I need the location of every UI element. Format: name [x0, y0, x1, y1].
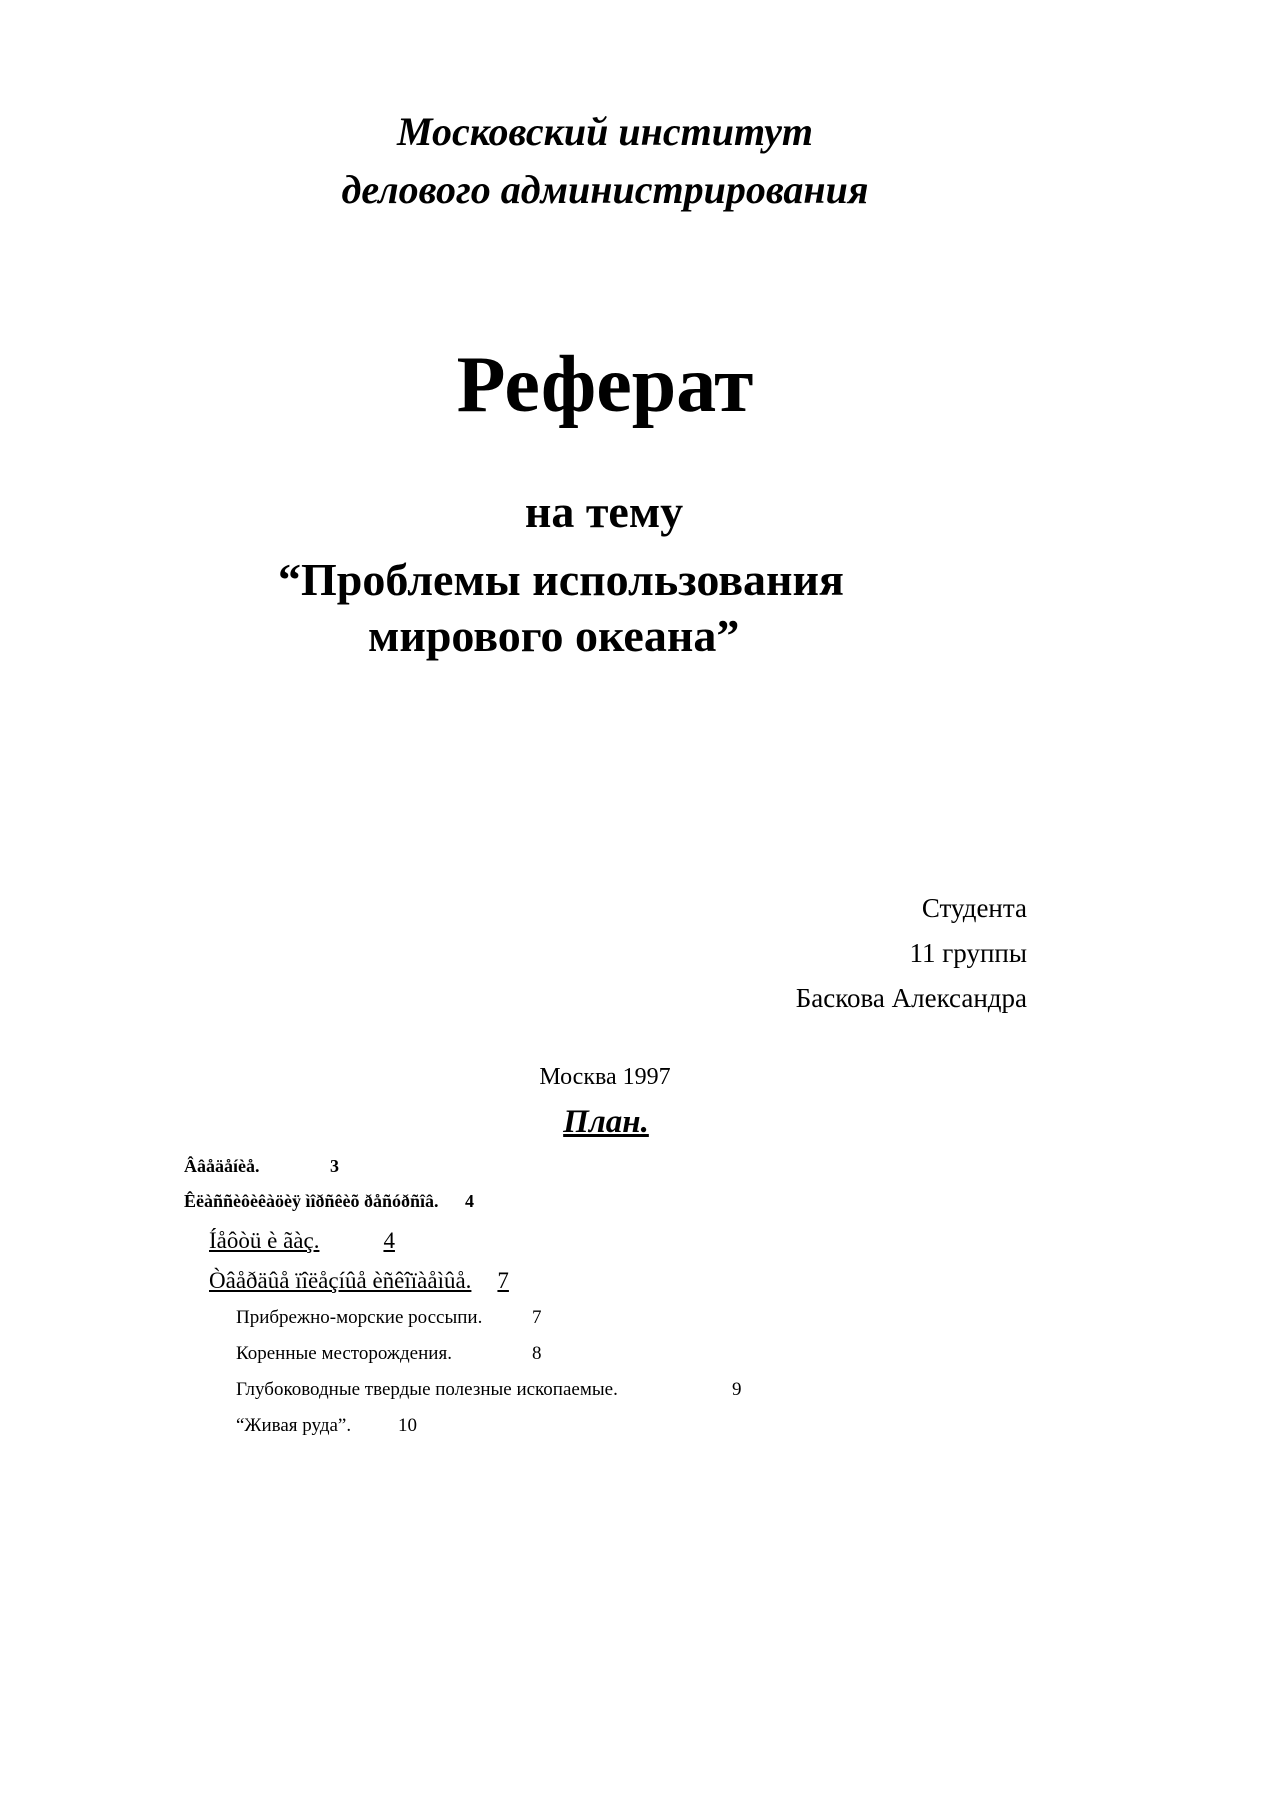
document-title: Реферат [456, 341, 754, 429]
toc-entry-label: “Живая руда”. [236, 1415, 352, 1436]
toc-entry-deepwater-minerals[interactable] [236, 1378, 756, 1402]
institute-name-line1: Московский институт [397, 109, 813, 154]
toc-entry-solid-minerals[interactable] [209, 1267, 509, 1295]
toc-entry-page: 10 [398, 1415, 417, 1436]
toc-entry-label: Коренные месторождения. [236, 1343, 452, 1364]
toc-entry-page: 9 [732, 1379, 742, 1400]
toc-entry-coastal-placers[interactable] [236, 1306, 556, 1330]
topic-intro: на тему [524, 486, 684, 537]
toc-entry-page: 4 [465, 1191, 474, 1211]
toc-entry-introduction[interactable] [184, 1154, 384, 1178]
city-year: Москва 1997 [539, 1064, 671, 1090]
toc-entry-label: Òâåðäûå ïîëåçíûå èñêîïàåìûå. [209, 1268, 472, 1293]
toc-entry-page: 7 [532, 1307, 542, 1328]
author-status: Студента [921, 893, 1027, 923]
plan-heading: План. [563, 1104, 649, 1140]
topic-line1: “Проблемы использования [278, 554, 844, 605]
author-group: 11 группы [909, 938, 1027, 968]
toc-entry-page: 4 [383, 1228, 395, 1253]
toc-entry-classification[interactable] [184, 1189, 504, 1213]
toc-entry-living-ore[interactable] [236, 1414, 436, 1438]
author-name: Баскова Александра [795, 983, 1027, 1013]
toc-entry-label: Прибрежно-морские россыпи. [236, 1307, 483, 1328]
toc-entry-label: Ââåäåíèå. [184, 1156, 260, 1176]
toc-entry-label: Êëàññèôèêàöèÿ ìîðñêèõ ðåñóðñîâ. [184, 1191, 439, 1211]
toc-entry-label: Глубоководные твердые полезные ископаемые. [236, 1379, 618, 1400]
toc-entry-page: 8 [532, 1343, 542, 1364]
toc-entry-page: 3 [330, 1156, 339, 1176]
toc-entry-bedrock-deposits[interactable] [236, 1342, 556, 1366]
topic-line2: мирового океана” [368, 610, 740, 661]
toc-entry-oil-gas[interactable] [209, 1227, 395, 1255]
toc-entry-page: 7 [497, 1268, 509, 1293]
institute-name-line2: делового администрирования [341, 167, 869, 212]
toc-entry-label: Íåôòü è ãàç. [209, 1228, 320, 1253]
